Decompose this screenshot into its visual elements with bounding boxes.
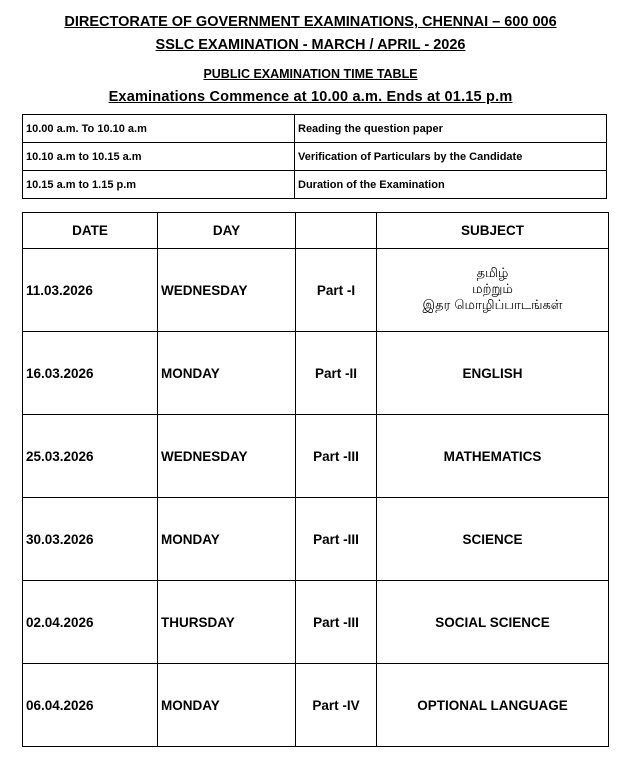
day-column-header: DAY bbox=[158, 213, 296, 249]
subject-line: இதர மொழிப்பாடங்கள் bbox=[422, 298, 563, 313]
subject-line: தமிழ் bbox=[476, 266, 509, 281]
exam-date: 11.03.2026 bbox=[23, 249, 158, 332]
exam-subject bbox=[377, 249, 609, 332]
exam-title: SSLC EXAMINATION - MARCH / APRIL - 2026 bbox=[155, 37, 466, 53]
schedule-activity: Reading the question paper bbox=[295, 115, 607, 143]
exam-subject: SOCIAL SCIENCE bbox=[377, 581, 609, 664]
exam-day: MONDAY bbox=[158, 664, 296, 747]
exam-day: MONDAY bbox=[158, 498, 296, 581]
table-row bbox=[23, 249, 609, 332]
exam-part: Part -III bbox=[296, 415, 377, 498]
exam-day: MONDAY bbox=[158, 332, 296, 415]
schedule-row bbox=[23, 143, 607, 171]
table-row bbox=[23, 581, 609, 664]
timing-note: Examinations Commence at 10.00 a.m. Ends at 01.15 p.m bbox=[108, 89, 513, 105]
exam-subject: MATHEMATICS bbox=[377, 415, 609, 498]
table-row bbox=[23, 498, 609, 581]
exam-day: THURSDAY bbox=[158, 581, 296, 664]
exam-day: WEDNESDAY bbox=[158, 415, 296, 498]
exam-subject: ENGLISH bbox=[377, 332, 609, 415]
table-row bbox=[23, 664, 609, 747]
table-row bbox=[23, 332, 609, 415]
exam-part: Part -IV bbox=[296, 664, 377, 747]
date-column-header: DATE bbox=[23, 213, 158, 249]
table-row bbox=[23, 415, 609, 498]
part-column-header bbox=[296, 213, 377, 249]
exam-part: Part -III bbox=[296, 498, 377, 581]
timetable-title: PUBLIC EXAMINATION TIME TABLE bbox=[203, 67, 418, 81]
exam-part: Part -I bbox=[296, 249, 377, 332]
exam-date: 02.04.2026 bbox=[23, 581, 158, 664]
schedule-table bbox=[22, 114, 607, 199]
exam-part: Part -III bbox=[296, 581, 377, 664]
exam-subject: SCIENCE bbox=[377, 498, 609, 581]
exam-day: WEDNESDAY bbox=[158, 249, 296, 332]
schedule-time: 10.15 a.m to 1.15 p.m bbox=[23, 171, 295, 199]
subject-column-header: SUBJECT bbox=[377, 213, 609, 249]
exam-subject: OPTIONAL LANGUAGE bbox=[377, 664, 609, 747]
schedule-activity: Duration of the Examination bbox=[295, 171, 607, 199]
schedule-time: 10.10 a.m to 10.15 a.m bbox=[23, 143, 295, 171]
schedule-activity: Verification of Particulars by the Candidate bbox=[295, 143, 607, 171]
exam-date: 16.03.2026 bbox=[23, 332, 158, 415]
subject-line: மற்றும் bbox=[472, 282, 513, 297]
schedule-row bbox=[23, 171, 607, 199]
exam-part: Part -II bbox=[296, 332, 377, 415]
exam-date: 25.03.2026 bbox=[23, 415, 158, 498]
exam-timetable bbox=[22, 212, 609, 747]
exam-date: 06.04.2026 bbox=[23, 664, 158, 747]
directorate-title: DIRECTORATE OF GOVERNMENT EXAMINATIONS, CHENNAI – 600 006 bbox=[64, 14, 557, 30]
exam-date: 30.03.2026 bbox=[23, 498, 158, 581]
schedule-time: 10.00 a.m. To 10.10 a.m bbox=[23, 115, 295, 143]
schedule-row bbox=[23, 115, 607, 143]
timetable-header-row bbox=[23, 213, 609, 249]
